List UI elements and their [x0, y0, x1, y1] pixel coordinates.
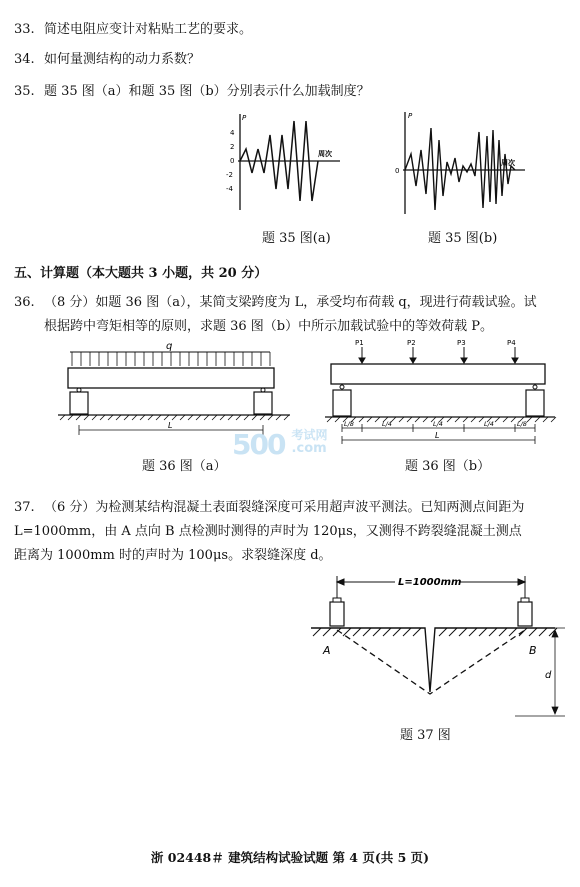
- figure-35b: [395, 110, 535, 220]
- load-label-p2: P2: [407, 339, 416, 347]
- segment-label-5: L/8: [517, 420, 527, 428]
- axis-label-p: P: [242, 114, 247, 122]
- point-label-a: A: [323, 644, 331, 657]
- axis-label-cycles: 周次: [501, 159, 515, 167]
- question-text: 简述电阻应变计对粘贴工艺的要求。: [44, 22, 253, 37]
- figure-36b: [325, 336, 565, 446]
- span-label: L: [435, 431, 440, 440]
- section-heading: 五、计算题（本大题共 3 小题，共 20 分）: [14, 266, 268, 281]
- question-37-line3: 距离为 1000mm 时的声时为 100μs。求裂缝深度 d。: [14, 548, 332, 563]
- support-left: [333, 390, 351, 416]
- question-text: 如何量测结构的动力系数？: [44, 52, 201, 67]
- watermark-cn: 考试网: [291, 428, 328, 442]
- tick-2: 2: [230, 143, 235, 151]
- beam: [68, 368, 274, 388]
- tick-0: 0: [230, 157, 235, 165]
- support-left: [70, 392, 88, 414]
- caption-35b: 题 35 图(b): [428, 231, 498, 246]
- probe-b: [518, 602, 532, 626]
- axis-label-p: P: [408, 112, 413, 120]
- question-text-line1: （8 分）如题 36 图（a），某简支梁跨度为 L，承受均布荷载 q，现进行荷载试验。试: [44, 295, 537, 310]
- beam: [331, 364, 545, 384]
- question-text-line1: （6 分）为检测某结构混凝土表面裂缝深度可采用超声波平测法。已知两测点间距为: [44, 500, 525, 515]
- question-number: 35.: [14, 84, 35, 99]
- origin-label: 0: [395, 167, 400, 175]
- question-36-line2: 根据跨中弯矩相等的原则，求题 36 图（b）中所示加载试验中的等效荷载 P。: [44, 319, 494, 334]
- caption-36a: 题 36 图（a）: [142, 459, 227, 474]
- ground-hatch: [60, 415, 289, 420]
- question-37: [14, 498, 524, 518]
- question-number: 37.: [14, 500, 35, 515]
- point-load-arrows: [359, 347, 518, 363]
- question-34: [14, 50, 200, 70]
- page-footer: 浙 02448＃ 建筑结构试验试题 第 4 页(共 5 页): [150, 850, 430, 865]
- span-label: L: [168, 421, 173, 430]
- tick-neg2: -2: [226, 171, 233, 179]
- segment-label-3: L/4: [433, 420, 443, 428]
- caption-36b: 题 36 图（b）: [405, 459, 491, 474]
- question-37-line2: L=1000mm，由 A 点向 B 点检测时测得的声时为 120μs，又测得不跨裂缝混凝土测点: [14, 524, 522, 539]
- segment-label-2: L/4: [382, 420, 392, 428]
- load-label-p4: P4: [507, 339, 516, 347]
- watermark-domain: .com: [291, 441, 327, 456]
- watermark-logo: [232, 428, 328, 461]
- watermark-number: 500: [232, 428, 285, 461]
- probe-a: [330, 602, 344, 626]
- depth-label: d: [545, 670, 552, 681]
- question-35: [14, 82, 370, 102]
- question-text: 题 35 图（a）和题 35 图（b）分别表示什么加载制度？: [44, 84, 370, 99]
- question-number: 33.: [14, 22, 35, 37]
- distributed-load-arrows: [72, 352, 270, 366]
- point-label-b: B: [529, 644, 537, 657]
- question-number: 34.: [14, 52, 35, 67]
- tick-neg4: -4: [226, 185, 233, 193]
- question-36: [14, 293, 537, 313]
- question-33: [14, 20, 252, 40]
- caption-35a: 题 35 图(a): [262, 231, 331, 246]
- segment-label-1: L/8: [344, 420, 354, 428]
- figure-35a: [220, 112, 350, 217]
- tick-4: 4: [230, 129, 235, 137]
- question-number: 36.: [14, 295, 35, 310]
- figure-36a: [56, 338, 296, 438]
- axis-label-cycles: 周次: [318, 150, 332, 158]
- load-label-p3: P3: [457, 339, 466, 347]
- figure-37: [307, 572, 567, 722]
- support-right: [254, 392, 272, 414]
- segment-label-4: L/4: [484, 420, 494, 428]
- random-load-curve: [405, 128, 515, 210]
- caption-37: 题 37 图: [400, 728, 451, 743]
- load-label-q: q: [166, 341, 173, 352]
- support-right: [526, 390, 544, 416]
- load-label-p1: P1: [355, 339, 364, 347]
- span-label: L=1000mm: [398, 577, 462, 588]
